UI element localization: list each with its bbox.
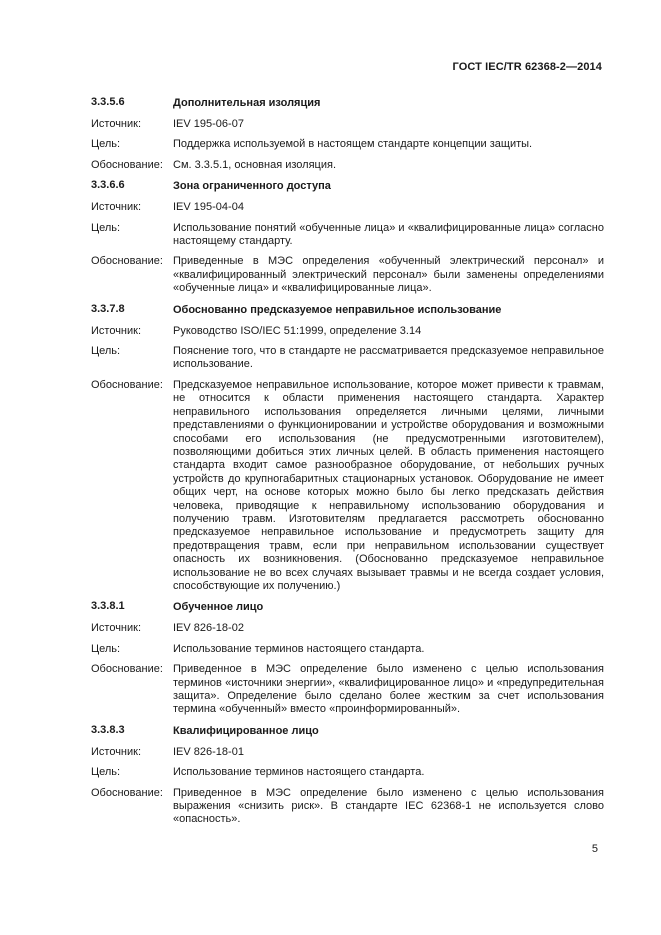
source-row [91,325,604,338]
goal-row [91,345,604,372]
rationale-label: Обоснование: [91,786,163,799]
section-number: 3.3.7.8 [91,302,125,315]
document-body [91,96,604,834]
section-number: 3.3.8.3 [91,723,125,736]
goal-label: Цель: [91,221,121,234]
rationale-text: Предсказуемое неправильное использование, которое может привести к травмам, не относится к области применения настоящего стандарта. Характер неправильного использования определяется личными целями, личными представлениями о функционировании и устройстве оборудования и возможными способами его использования (не предусмотренными изготовителем), позволяющими добиться этих личных целей. В область применения настоящего стандарта входит самое разнообразное оборудование, от небольших ручных устройств до крупногабаритных стационарных установок. Оборудование не имеет общих черт, на основе которых можно было бы легко предсказать действия человека, приводящие к неправильному использованию оборудования и получению травм. Изготовителям предлагается рассмотреть обоснованно предсказуемое неправильное использование и предусмотреть защиту для предотвращения травм, если при неправильном использовании существует опасность их возникновения. (Обоснованно предсказуемое неправильное использование не во всех случаях вызывает травмы и не всегда создает условия, способствующие их получению.) [173,378,604,592]
rationale-row [91,663,604,717]
goal-text: Использование терминов настоящего стандарта. [173,642,425,655]
source-label: Источник: [91,118,142,130]
rationale-text: Приведенное в МЭС определение было изменено с целью использования выражения «снизить риск». В стандарте IEC 62368-1 не используется слово «опасность». [173,786,604,826]
source-text: Руководство ISO/IEC 51:1999, определение 3.14 [173,324,422,337]
rationale-text: Приведенные в МЭС определения «обученный электрический персонал» и «квалифицированный электрический персонал» были заменены определениями «обученные лица» и «квалифицированные лица». [173,255,604,295]
source-label: Источник: [91,622,142,635]
source-label: Источник: [91,201,142,214]
source-text: IEV 195-04-04 [173,201,244,214]
goal-text: Использование терминов настоящего стандарта. [173,766,425,779]
goal-label: Цель: [91,345,121,358]
goal-row [91,766,604,779]
section-title: Зона ограниченного доступа [173,180,331,193]
source-row [91,622,604,635]
section-number: 3.3.5.6 [91,96,125,108]
section-title: Дополнительная изоляция [173,97,321,109]
section-3-3-5-6 [91,96,604,172]
section-heading [91,179,604,194]
goal-row [91,643,604,656]
rationale-label: Обоснование: [91,158,163,171]
rationale-text: См. 3.3.5.1, основная изоляция. [173,158,337,171]
section-heading [91,724,604,739]
page-number: 5 [591,843,598,855]
document-header: ГОСТ IEC/TR 62368-2—2014 [452,61,602,73]
section-title: Квалифицированное лицо [173,724,319,737]
goal-row [91,138,604,151]
source-text: IEV 826-18-02 [173,622,244,635]
section-title: Обоснованно предсказуемое неправильное использование [173,303,502,316]
goal-row [91,222,604,249]
rationale-label: Обоснование: [91,663,163,676]
goal-text: Поддержка используемой в настоящем стандарте концепции защиты. [173,138,533,151]
goal-label: Цель: [91,138,121,151]
section-number: 3.3.6.6 [91,179,125,192]
section-title: Обученное лицо [173,601,264,614]
source-row [91,201,604,214]
section-3-3-6-6 [91,179,604,295]
section-heading [91,96,604,111]
source-row [91,746,604,759]
rationale-row [91,379,604,594]
section-number: 3.3.8.1 [91,600,125,613]
section-3-3-7-8 [91,303,604,594]
rationale-text: Приведенное в МЭС определение было изменено с целью использования терминов «источники энергии», «квалифицированное лицо» и «предупредительная защита». Определение было сделано более жестким за счет использования термина «обученный» вместо «проинформированный». [173,663,604,716]
source-label: Источник: [91,324,142,337]
rationale-row [91,255,604,295]
section-3-3-8-3 [91,724,604,827]
rationale-label: Обоснование: [91,255,163,268]
source-label: Источник: [91,745,142,758]
goal-label: Цель: [91,766,121,779]
source-row [91,118,604,131]
goal-text: Использование понятий «обученные лица» и «квалифицированные лица» согласно настоящему стандарту. [173,221,604,248]
rationale-row [91,787,604,827]
section-heading [91,303,604,318]
goal-label: Цель: [91,642,121,655]
rationale-row [91,159,604,172]
section-heading [91,600,604,615]
section-3-3-8-1 [91,600,604,716]
rationale-label: Обоснование: [91,378,163,391]
source-text: IEV 195-06-07 [173,118,244,130]
goal-text: Пояснение того, что в стандарте не рассматривается предсказуемое неправильное использование. [173,345,604,371]
source-text: IEV 826-18-01 [173,745,244,758]
